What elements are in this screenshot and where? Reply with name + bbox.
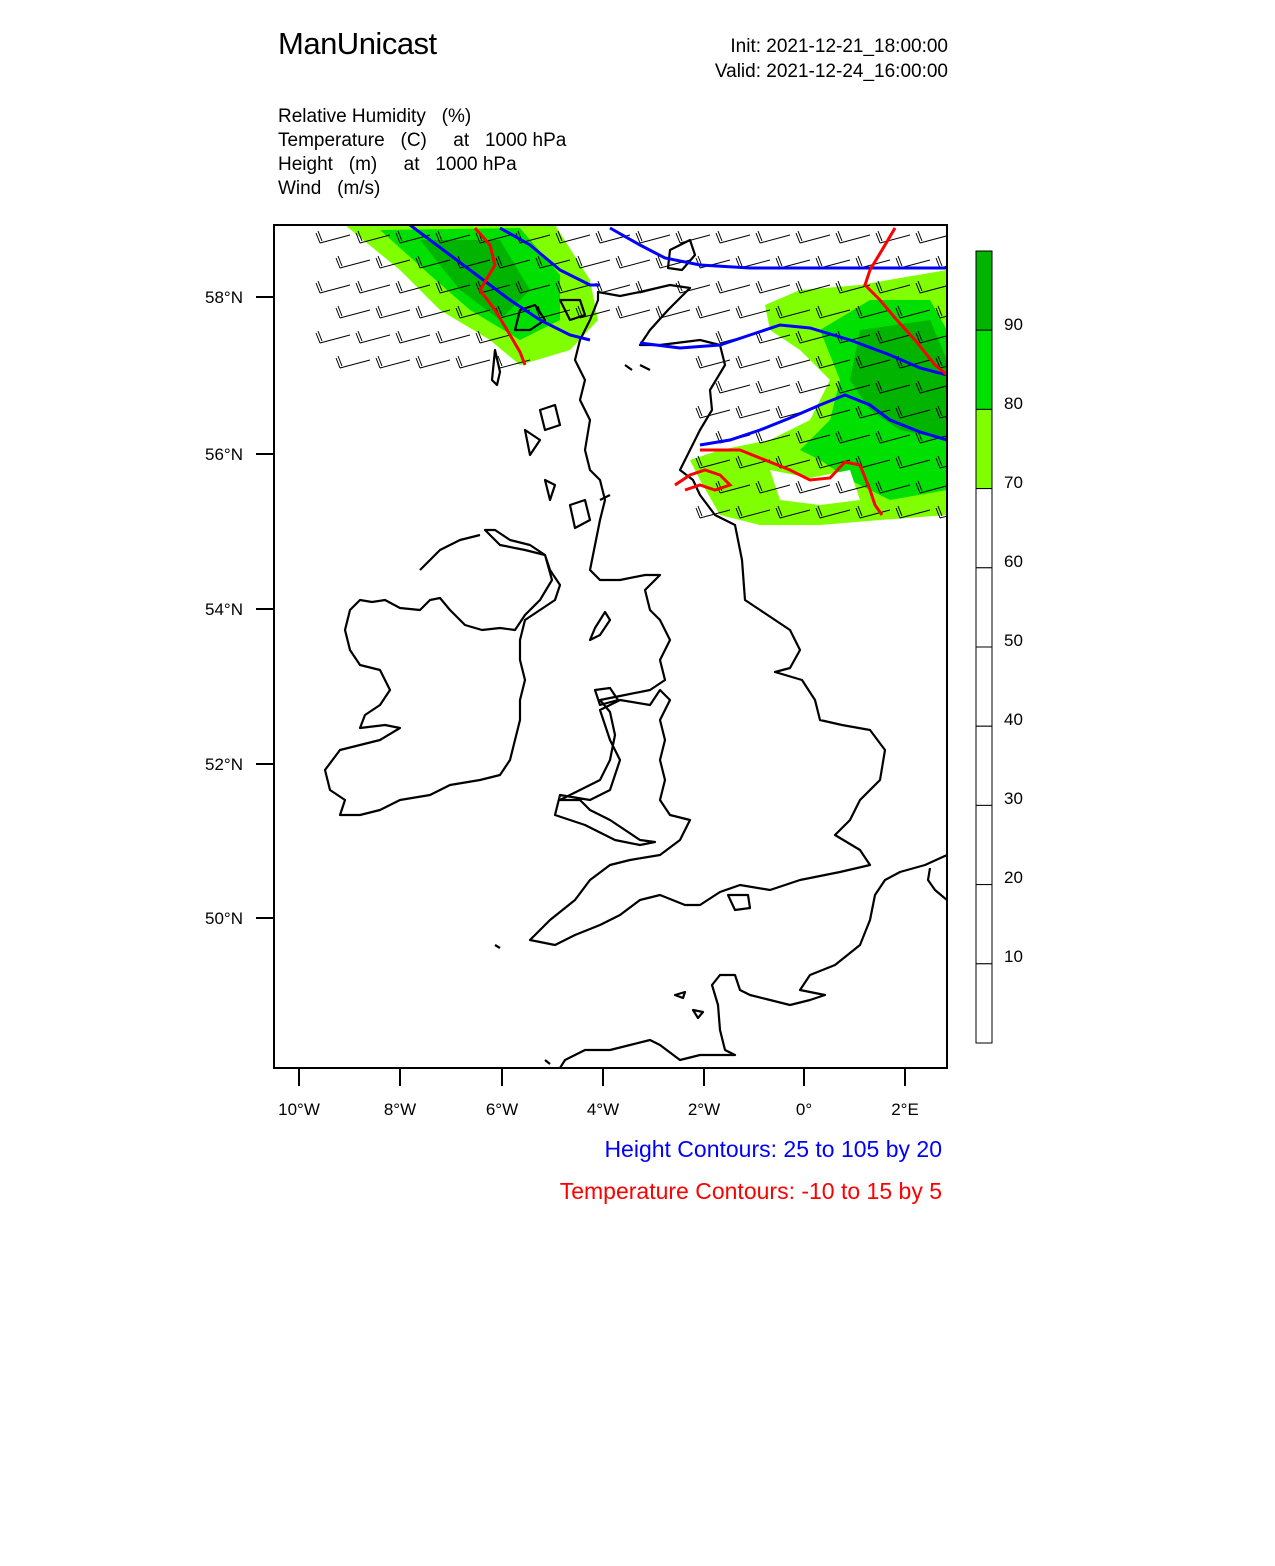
wind-barb bbox=[756, 231, 790, 243]
colorbar-cell bbox=[976, 568, 992, 647]
colorbar-label: 40 bbox=[1004, 710, 1023, 729]
wind-barb bbox=[316, 231, 350, 243]
colorbar-label: 90 bbox=[1004, 315, 1023, 334]
wind-barb bbox=[616, 306, 650, 318]
latitude-tick-labels bbox=[205, 288, 243, 928]
lat-tick-label: 54°N bbox=[205, 600, 243, 619]
colorbar-label: 20 bbox=[1004, 868, 1023, 887]
colorbar-label: 70 bbox=[1004, 473, 1023, 492]
lon-tick-label: 4°W bbox=[586, 1100, 620, 1119]
wind-barb bbox=[736, 306, 770, 318]
colorbar-label: 30 bbox=[1004, 789, 1023, 808]
colorbar-label: 80 bbox=[1004, 394, 1023, 413]
wind-barb bbox=[736, 356, 770, 368]
wind-barb bbox=[416, 356, 450, 368]
lat-tick-label: 56°N bbox=[205, 445, 243, 464]
isle-of-man-coast bbox=[590, 612, 610, 640]
wind-barb bbox=[936, 256, 970, 268]
colorbar-cell bbox=[976, 330, 992, 409]
wind-barb bbox=[816, 256, 850, 268]
wind-barb bbox=[376, 306, 410, 318]
wind-barb bbox=[716, 281, 750, 293]
field-temperature: Temperature (C) at 1000 hPa bbox=[278, 130, 567, 151]
longitude-tick-labels bbox=[278, 1100, 919, 1119]
colorbar-cell bbox=[976, 409, 992, 488]
wind-barb bbox=[716, 381, 750, 393]
wind-barb bbox=[316, 281, 350, 293]
wind-barb bbox=[356, 281, 390, 293]
wind-barb bbox=[596, 281, 630, 293]
map-title: ManUnicast bbox=[278, 26, 437, 61]
field-wind: Wind (m/s) bbox=[278, 178, 381, 199]
wind-barb bbox=[356, 331, 390, 343]
colorbar bbox=[976, 251, 992, 1043]
wind-barb bbox=[616, 256, 650, 268]
wind-barb bbox=[736, 406, 770, 418]
valid-time: Valid: 2021-12-24_16:00:00 bbox=[714, 61, 948, 82]
colorbar-cell bbox=[976, 251, 992, 330]
wind-barb bbox=[716, 231, 750, 243]
colorbar-label: 60 bbox=[1004, 552, 1023, 571]
colorbar-cell bbox=[976, 885, 992, 964]
wind-barb bbox=[636, 231, 670, 243]
wind-barb bbox=[756, 281, 790, 293]
colorbar-labels bbox=[1004, 315, 1023, 966]
wind-barb bbox=[316, 331, 350, 343]
wind-barb bbox=[336, 356, 370, 368]
wind-barb bbox=[696, 306, 730, 318]
wind-barb bbox=[756, 381, 790, 393]
humidity-shading-northwest bbox=[345, 225, 598, 365]
wind-barb bbox=[696, 406, 730, 418]
wind-barb bbox=[336, 306, 370, 318]
wind-barb bbox=[676, 231, 710, 243]
ireland-coast bbox=[325, 530, 560, 815]
wind-barb bbox=[456, 356, 490, 368]
wind-barb bbox=[396, 331, 430, 343]
lat-tick-label: 50°N bbox=[205, 909, 243, 928]
wind-barb bbox=[836, 231, 870, 243]
wind-barb bbox=[916, 231, 950, 243]
lon-tick-label: 2°W bbox=[687, 1100, 721, 1119]
wind-barb bbox=[376, 356, 410, 368]
wind-barb bbox=[896, 256, 930, 268]
colorbar-cell bbox=[976, 489, 992, 568]
colorbar-cell bbox=[976, 647, 992, 726]
colorbar-cell bbox=[976, 805, 992, 884]
wind-barb bbox=[336, 256, 370, 268]
longitude-ticks bbox=[299, 1068, 905, 1086]
temperature-contours-note: Temperature Contours: -10 to 15 by 5 bbox=[559, 1178, 942, 1204]
lon-tick-label: 0° bbox=[795, 1100, 813, 1119]
wind-barb bbox=[796, 231, 830, 243]
init-time: Init: 2021-12-21_18:00:00 bbox=[730, 36, 948, 57]
map-area bbox=[316, 225, 970, 1068]
field-height: Height (m) at 1000 hPa bbox=[278, 154, 517, 175]
colorbar-label: 50 bbox=[1004, 631, 1023, 650]
wind-barb bbox=[776, 356, 810, 368]
lon-tick-label: 8°W bbox=[383, 1100, 417, 1119]
lon-tick-label: 10°W bbox=[278, 1100, 320, 1119]
lat-tick-label: 52°N bbox=[205, 755, 243, 774]
colorbar-label: 10 bbox=[1004, 947, 1023, 966]
colorbar-cell bbox=[976, 726, 992, 805]
lat-tick-label: 58°N bbox=[205, 288, 243, 307]
wind-barb bbox=[436, 331, 470, 343]
lon-tick-label: 6°W bbox=[485, 1100, 519, 1119]
wind-barb bbox=[776, 256, 810, 268]
latitude-ticks bbox=[256, 297, 274, 918]
colorbar-cell bbox=[976, 964, 992, 1043]
height-contours-note: Height Contours: 25 to 105 by 20 bbox=[604, 1136, 942, 1162]
field-relative-humidity: Relative Humidity (%) bbox=[278, 106, 472, 127]
lon-tick-label: 2°E bbox=[891, 1100, 919, 1119]
